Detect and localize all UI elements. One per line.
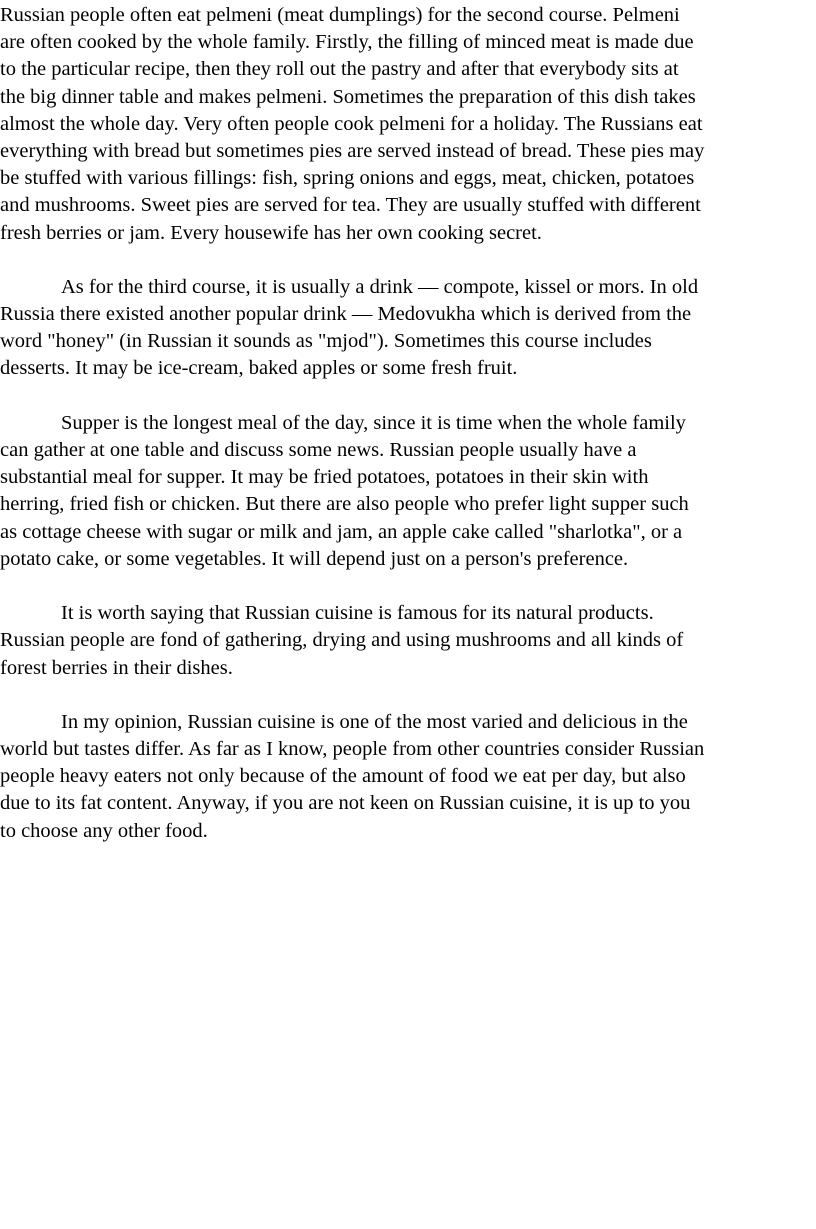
document-body — [0, 2, 816, 872]
text-line: everything with bread but sometimes pies are served instead of bread. These pies may — [0, 139, 705, 162]
text-line: to choose any other food. — [0, 819, 208, 842]
text-line: In my opinion, Russian cuisine is one of the most varied and delicious in the — [61, 710, 688, 733]
text-line: world but tastes differ. As far as I know, people from other countries consider Russian — [0, 738, 705, 761]
text-line: almost the whole day. Very often people cook pelmeni for a holiday. The Russians eat — [0, 112, 703, 135]
text-line: desserts. It may be ice-cream, baked apples or some fresh fruit. — [0, 357, 518, 380]
text-line: Russia there existed another popular drink — Medovukha which is derived from the — [0, 303, 692, 326]
text-line: people heavy eaters not only because of the amount of food we eat per day, but also — [0, 765, 686, 788]
text-line: As for the third course, it is usually a drink — compote, kissel or mors. In old — [61, 275, 699, 298]
text-line: It is worth saying that Russian cuisine is famous for its natural products. — [61, 602, 654, 625]
text-line: be stuffed with various fillings: fish, spring onions and eggs, meat, chicken, potatoes — [0, 167, 695, 190]
paragraph-third-course — [0, 274, 816, 383]
text-line: Russian people are fond of gathering, drying and using mushrooms and all kinds of — [0, 629, 684, 652]
paragraph-supper — [0, 410, 816, 573]
text-line: potato cake, or some vegetables. It will depend just on a person's preference. — [0, 547, 629, 570]
text-line: forest berries in their dishes. — [0, 656, 233, 679]
paragraph-natural-products — [0, 600, 816, 682]
text-line: due to its fat content. Anyway, if you are not keen on Russian cuisine, it is up to you — [0, 792, 691, 815]
text-line: herring, fried fish or chicken. But there are also people who prefer light supper such — [0, 493, 689, 516]
text-line: and mushrooms. Sweet pies are served for tea. They are usually stuffed with different — [0, 194, 701, 217]
text-line: to the particular recipe, then they roll out the pastry and after that everybody sits at — [0, 58, 679, 81]
paragraph-opinion — [0, 709, 816, 845]
text-line: substantial meal for supper. It may be fried potatoes, potatoes in their skin with — [0, 466, 649, 489]
text-line: as cottage cheese with sugar or milk and jam, an apple cake called "sharlotka", or a — [0, 520, 683, 543]
text-line: Russian people often eat pelmeni (meat dumplings) for the second course. Pelmeni — [0, 4, 680, 26]
text-line: word "honey" (in Russian it sounds as "mjod"). Sometimes this course includes — [0, 330, 652, 353]
text-line: can gather at one table and discuss some news. Russian people usually have a — [0, 439, 637, 461]
text-line: are often cooked by the whole family. Firstly, the filling of minced meat is made due — [0, 31, 694, 54]
paragraph-second-course — [0, 2, 816, 247]
text-line: fresh berries or jam. Every housewife has her own cooking secret. — [0, 221, 542, 244]
text-line: the big dinner table and makes pelmeni. Sometimes the preparation of this dish takes — [0, 85, 696, 108]
text-line: Supper is the longest meal of the day, since it is time when the whole family — [61, 411, 686, 434]
